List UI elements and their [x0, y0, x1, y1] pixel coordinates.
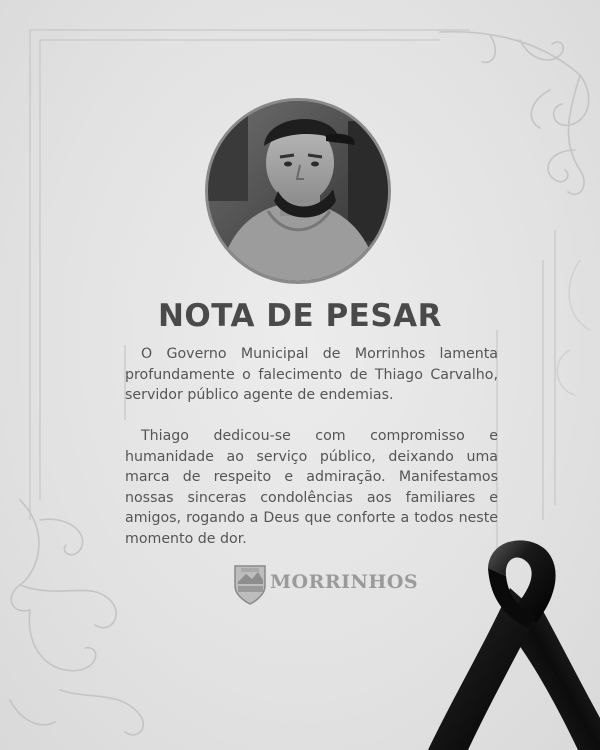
condolence-message	[125, 344, 498, 549]
message-paragraph-1: O Governo Municipal de Morrinhos lamenta profundamente o falecimento de Thiago Carvalho, servidor público agente de endemias.	[125, 346, 498, 403]
top-right-ornament	[430, 20, 600, 220]
memorial-portrait	[205, 98, 391, 284]
logo-name: MORRINHOS	[270, 571, 419, 593]
municipal-logo	[232, 562, 419, 606]
municipal-crest-icon	[232, 562, 268, 606]
mourning-ribbon-icon	[418, 528, 600, 750]
message-paragraph-2: Thiago dedicou-se com compromisso e humanidade ao serviço público, deixando uma marca de respeito e admiração. Manifestamos nossas sinceras condolências aos familiares e amigos, rogando a Deus que conforte a todos neste momento de dor.	[125, 428, 498, 547]
memorial-portrait-photo	[208, 101, 388, 281]
page-title: NOTA DE PESAR	[157, 298, 443, 334]
